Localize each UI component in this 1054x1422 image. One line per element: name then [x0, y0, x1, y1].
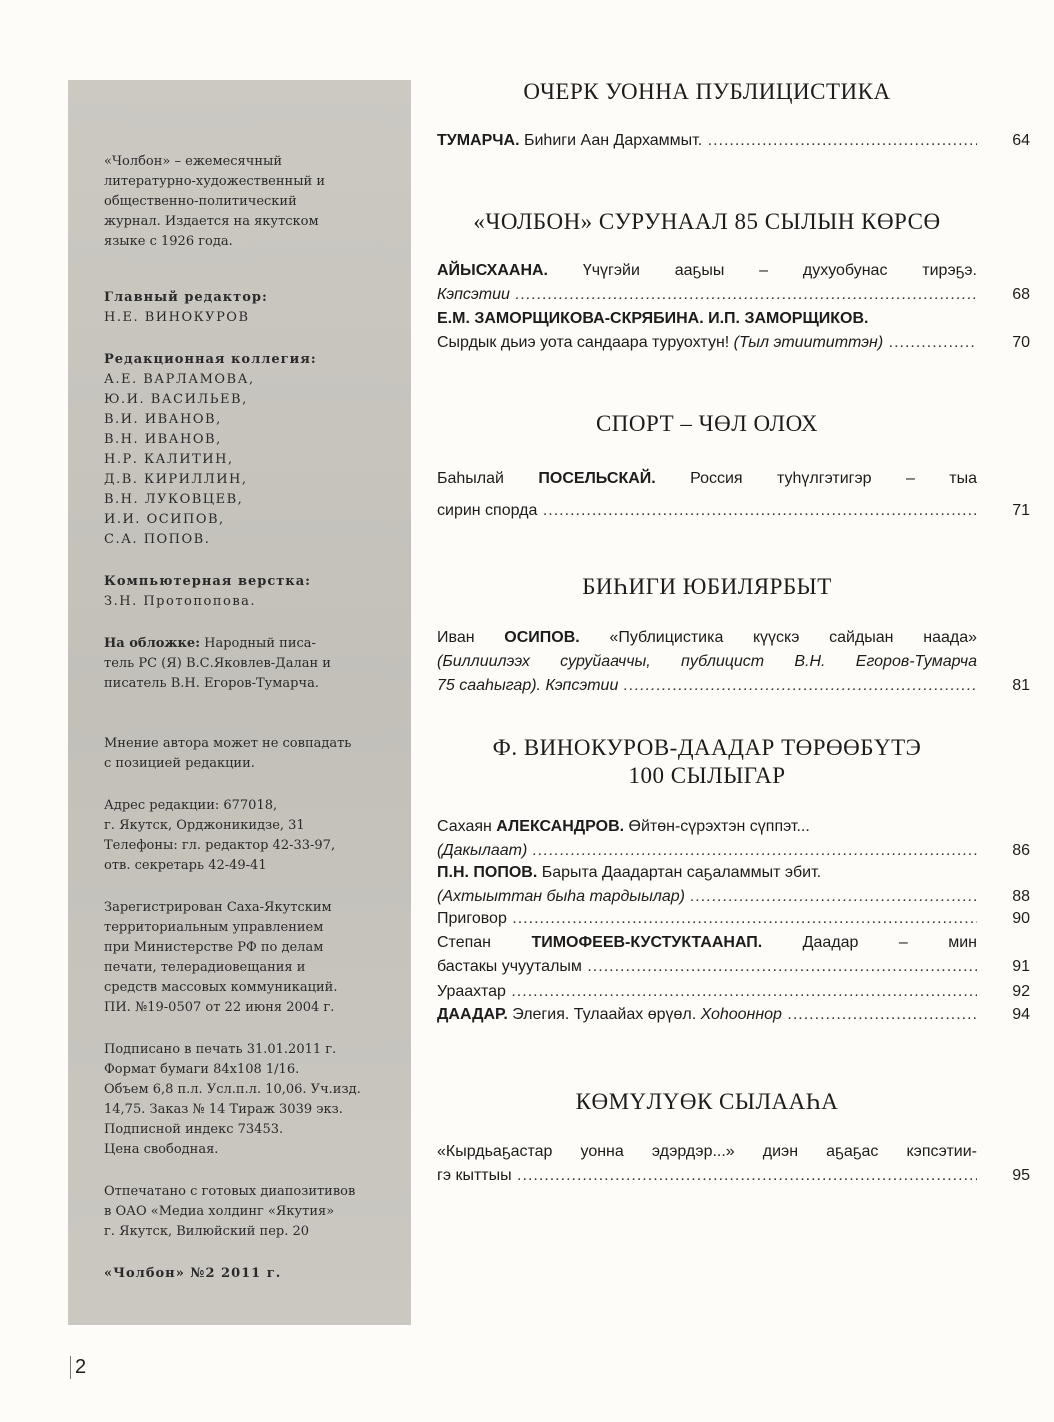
entry-page: 68 [1012, 286, 1030, 303]
entry-title: Даадар – мин [762, 934, 977, 951]
print-line: 14,75. Заказ № 14 Тираж 3039 экз. [104, 1102, 343, 1117]
entry-page: 94 [1012, 1006, 1030, 1023]
toc-row [437, 1003, 1037, 1027]
masthead-sidebar [68, 80, 411, 1325]
print-line: Объем 6,8 п.л. Усл.п.л. 10,06. Уч.изд. [104, 1082, 361, 1097]
entry-page: 90 [1012, 910, 1030, 927]
entry-text [437, 499, 977, 523]
board-member: В.Н. ЛУКОВЦЕВ, [104, 492, 244, 507]
toc-entry[interactable] [437, 307, 1037, 355]
toc-row [437, 307, 1037, 331]
toc-entry[interactable] [437, 626, 1037, 698]
entry-page: 71 [1012, 502, 1030, 519]
entry-note: (Дакылаат) [437, 842, 528, 859]
registration-line: территориальным управлением [104, 920, 324, 935]
address-line: Телефоны: гл. редактор 42-33-97, [104, 838, 336, 853]
toc-row [437, 1164, 1037, 1188]
toc-entry[interactable] [437, 980, 1037, 1004]
print-line: Формат бумаги 84х108 1/16. [104, 1062, 300, 1077]
toc-row [437, 129, 1037, 153]
board-member: Ю.И. ВАСИЛЬЕВ, [104, 392, 248, 407]
about-line: журнал. Издается на якутском [104, 214, 319, 229]
address-line: отв. секретарь 42-49-41 [104, 858, 267, 873]
entry-author: ТУМАРЧА. [437, 132, 520, 149]
about-line: «Чолбон» – ежемесячный [104, 154, 283, 169]
entry-author: АЛЕКСАНДРОВ. [496, 818, 625, 835]
entry-page: 88 [1012, 888, 1030, 905]
entry-text [437, 815, 977, 839]
entry-title: Үчүгэйи ааҕыы – духуобунас тирэҕэ. [548, 262, 977, 279]
entry-title: Биһиги Аан Дархаммыт. [519, 132, 703, 149]
entry-title: «Публицистика күүскэ сайдыан наада» [579, 629, 977, 646]
board-label: Редакционная коллегия: [104, 352, 317, 367]
printed-line: Отпечатано с готовых диапозитивов [104, 1184, 356, 1199]
toc-row [437, 980, 1037, 1004]
editorial-board-block [104, 350, 391, 550]
section-heading-line: 100 СЫЛЫГАР [628, 763, 786, 788]
entry-title: Элегия. Тулаайах өрүөл. [507, 1006, 701, 1023]
registration-line: при Министерстве РФ по делам [104, 940, 324, 955]
entry-text [437, 861, 977, 885]
board-member: Н.Р. КАЛИТИН, [104, 452, 234, 467]
entry-text [437, 885, 977, 909]
entry-text [437, 129, 977, 153]
entry-text [437, 931, 977, 955]
cover-block [104, 634, 391, 694]
entry-page: 81 [1012, 677, 1030, 694]
opinion-block [104, 734, 391, 774]
entry-author: ОСИПОВ. [504, 629, 580, 646]
toc-entry[interactable] [437, 815, 1037, 863]
toc-entry[interactable] [437, 259, 1037, 307]
entry-author: ПОСЕЛЬСКАЙ. [538, 470, 656, 487]
toc-entry[interactable] [437, 907, 1037, 931]
entry-text [437, 331, 977, 355]
toc-row [437, 626, 1037, 650]
cover-line: тель РС (Я) В.С.Яковлев-Далан и [104, 656, 331, 671]
entry-title: Барыта Даадартан саҕаламмыт эбит. [537, 864, 822, 881]
entry-title: сирин спорда [437, 502, 538, 519]
printed-line: в ОАО «Медиа холдинг «Якутия» [104, 1204, 335, 1219]
chief-editor-name: Н.Е. ВИНОКУРОВ [104, 310, 250, 325]
entry-author: АЙЫСХААНА. [437, 262, 548, 279]
entry-note: (Тыл этиититтэн) [733, 334, 884, 351]
toc-entry[interactable] [437, 931, 1037, 979]
entry-author: П.Н. ПОПОВ. [437, 864, 538, 881]
section-heading-line: Ф. ВИНОКУРОВ-ДААДАР ТӨРӨӨБҮТЭ [492, 735, 922, 760]
toc-entry[interactable] [437, 129, 1037, 153]
section-heading: «ЧОЛБОН» СУРУНААЛ 85 СЫЛЫН КӨРСӨ [473, 209, 941, 234]
entry-author-first: Степан [437, 934, 532, 951]
entry-text [437, 1003, 977, 1027]
address-line: г. Якутск, Орджоникидзе, 31 [104, 818, 305, 833]
toc-row [437, 283, 1037, 307]
toc-entry[interactable] [437, 1003, 1037, 1027]
toc-row [437, 1140, 1037, 1164]
entry-note: Кэпсэтии [437, 286, 510, 303]
registration-line: печати, телерадиовещания и [104, 960, 306, 975]
toc-row [437, 674, 1037, 698]
chief-editor-block [104, 288, 391, 328]
section-heading: БИҺИГИ ЮБИЛЯРБЫТ [582, 574, 832, 599]
entry-note: 75 сааһыгар). Кэпсэтии [437, 677, 619, 694]
entry-title: Приговор [437, 910, 507, 927]
entry-page: 70 [1012, 334, 1030, 351]
entry-note: (Биллиилээх суруйааччы, публицист В.Н. Егоров-Тумарча [437, 653, 977, 670]
entry-text [437, 626, 977, 650]
board-member: А.Е. ВАРЛАМОВА, [104, 372, 255, 387]
print-line: Подписано в печать 31.01.2011 г. [104, 1042, 337, 1057]
layout-block [104, 572, 391, 612]
layout-label: Компьютерная верстка: [104, 574, 311, 589]
entry-title: Сырдык дьиэ уота сандаара туруохтун! [437, 334, 734, 351]
entry-author: Е.М. ЗАМОРЩИКОВА-СКРЯБИНА. И.П. ЗАМОРЩИКОВ. [437, 310, 869, 327]
entry-author-first: Баһылай [437, 470, 539, 487]
toc-entry[interactable] [437, 861, 1037, 909]
registration-line: средств массовых коммуникаций. [104, 980, 338, 995]
entry-text [437, 674, 977, 698]
registration-line: Зарегистрирован Саха-Якутским [104, 900, 332, 915]
entry-note: (Ахтыыттан быһа тардыылар) [437, 888, 685, 905]
board-member: В.И. ИВАНОВ, [104, 412, 222, 427]
entry-title: «Кырдьаҕастар уонна эдэрдэр...» диэн аҕаҕас кэпсэтии- [437, 1143, 977, 1160]
registration-block [104, 898, 391, 1018]
registration-line: ПИ. №19-0507 от 22 июня 2004 г. [104, 1000, 335, 1015]
entry-note: Хоhооннор [700, 1006, 782, 1023]
toc-row [437, 955, 1037, 979]
toc-row [437, 499, 1037, 523]
chief-editor-label: Главный редактор: [104, 290, 268, 305]
entry-title: бастакы учууталым [437, 958, 582, 975]
entry-page: 91 [1012, 958, 1030, 975]
section-heading: КӨМҮЛҮӨК СЫЛААҺА [575, 1089, 839, 1114]
cover-line: На обложке: Народный писа- [104, 636, 316, 651]
toc-row [437, 839, 1037, 863]
opinion-line: Мнение автора может не совпадать [104, 736, 352, 751]
print-line: Цена свободная. [104, 1142, 219, 1157]
entry-page: 95 [1012, 1167, 1030, 1184]
toc-row [437, 907, 1037, 931]
toc-row [437, 885, 1037, 909]
address-block [104, 796, 391, 876]
print-line: Подписной индекс 73453. [104, 1122, 284, 1137]
toc-row [437, 861, 1037, 885]
cover-line: писатель В.Н. Егоров-Тумарча. [104, 676, 319, 691]
about-line: языке с 1926 года. [104, 234, 233, 249]
board-member: С.А. ПОПОВ. [104, 532, 211, 547]
entry-text [437, 839, 977, 863]
page-number: 2 [70, 1356, 86, 1379]
toc-entry[interactable] [437, 1140, 1037, 1188]
entry-page: 64 [1012, 132, 1030, 149]
about-line: общественно-политический [104, 194, 297, 209]
entry-author: ДААДАР. [437, 1006, 508, 1023]
toc-row [437, 931, 1037, 955]
toc-row [437, 331, 1037, 355]
entry-title: Россия туһүлгэтигэр – тыа [655, 470, 977, 487]
entry-text [437, 283, 977, 307]
about-line: литературно-художественный и [104, 174, 326, 189]
toc-entry[interactable] [437, 467, 1037, 523]
entry-page: 86 [1012, 842, 1030, 859]
toc-row [437, 815, 1037, 839]
toc-row [437, 650, 1037, 674]
section-heading: СПОРТ – ЧӨЛ ОЛОХ [595, 411, 819, 436]
toc-row [437, 259, 1037, 283]
section-heading [437, 734, 977, 790]
entry-text [437, 980, 977, 1004]
entry-author: ТИМОФЕЕВ-КУСТУКТААНАП. [531, 934, 763, 951]
entry-page: 92 [1012, 983, 1030, 1000]
entry-text [437, 907, 977, 931]
entry-title: Өйтөн-сүрэхтэн сүппэт... [624, 818, 810, 835]
board-member: Д.В. КИРИЛЛИН, [104, 472, 248, 487]
entry-text [437, 259, 977, 283]
entry-title: Ураахтар [437, 983, 506, 1000]
entry-author-first: Иван [437, 629, 505, 646]
section-heading: ОЧЕРК УОННА ПУБЛИЦИСТИКА [523, 79, 891, 104]
opinion-line: с позицией редакции. [104, 756, 255, 771]
about-block [104, 152, 391, 252]
entry-title: гэ кыттыы [437, 1167, 512, 1184]
board-member: И.И. ОСИПОВ, [104, 512, 225, 527]
print-block [104, 1040, 391, 1160]
printed-block [104, 1182, 391, 1242]
entry-text [437, 467, 977, 491]
issue-line: «Чолбон» №2 2011 г. [104, 1266, 282, 1281]
address-line: Адрес редакции: 677018, [104, 798, 278, 813]
board-member: В.Н. ИВАНОВ, [104, 432, 222, 447]
layout-name: З.Н. Протопопова. [104, 594, 257, 609]
toc-row [437, 467, 1037, 491]
entry-text [437, 1164, 977, 1188]
entry-author-first: Сахаян [437, 818, 497, 835]
cover-label: На обложке: [104, 636, 200, 651]
printed-line: г. Якутск, Вилюйский пер. 20 [104, 1224, 310, 1239]
entry-text [437, 955, 977, 979]
